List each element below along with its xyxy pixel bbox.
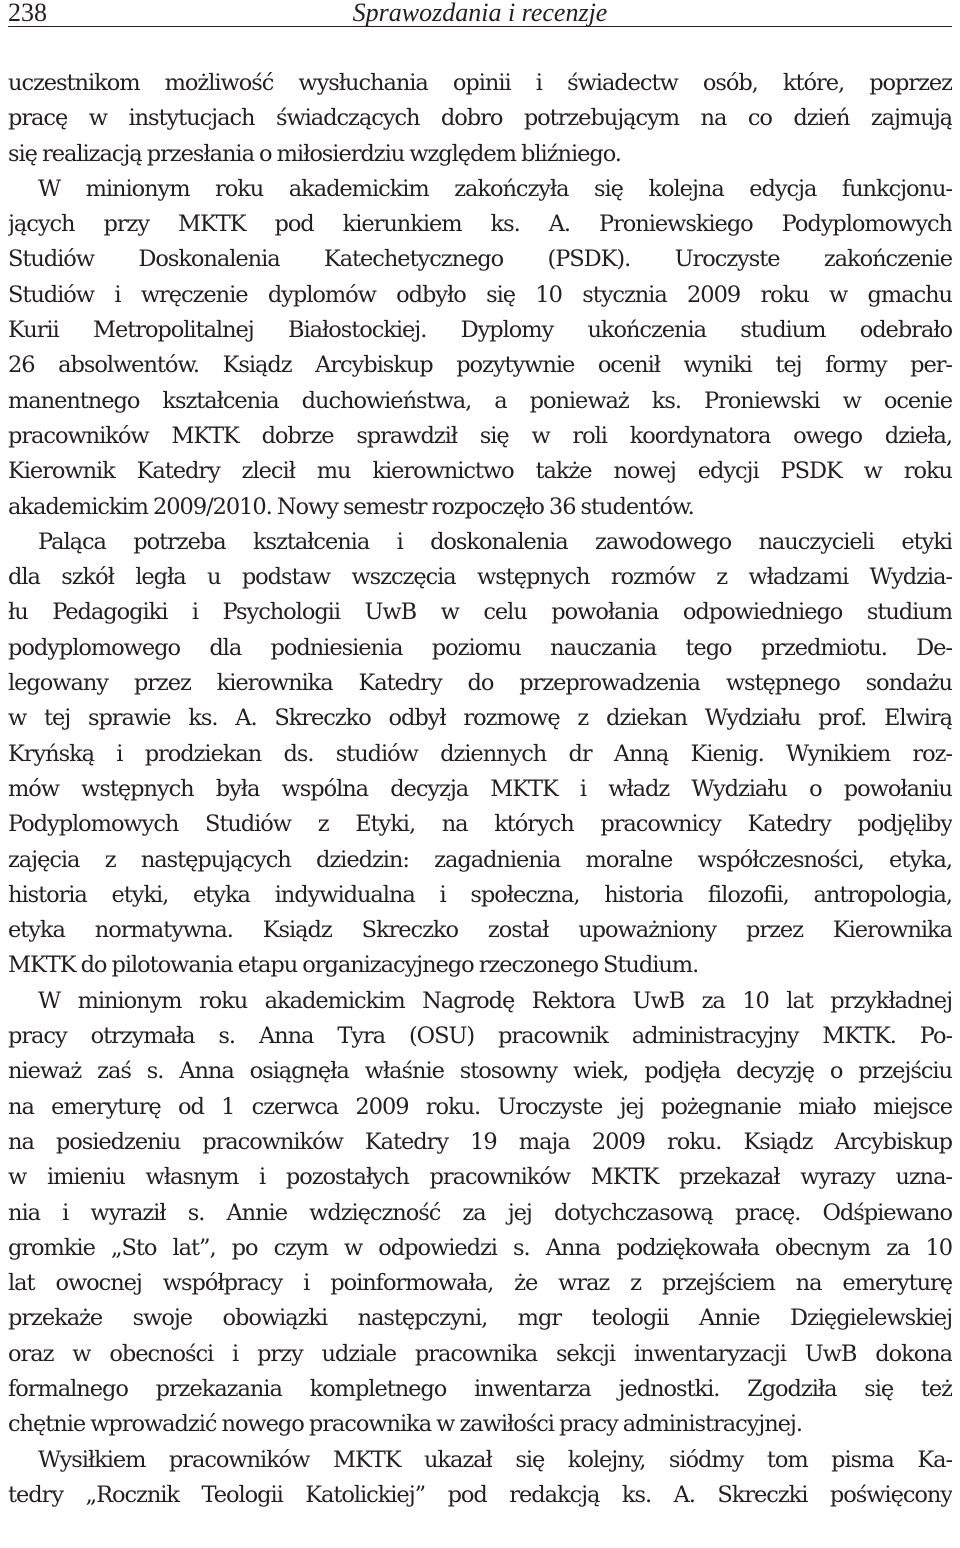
text-line: akademickim 2009/2010. Nowy semestr rozpoczęło 36 studentów. <box>8 493 694 520</box>
text-line: w imieniu własnym i pozostałych pracowników MKTK przekazał wyrazy uzna- <box>8 1164 952 1191</box>
text-line: uczestnikom możliwość wysłuchania opinii i świadectw osób, które, poprzez <box>8 70 952 96</box>
text-line: formalnego przekazania kompletnego inwentarza jednostki. Zgodziła się też <box>8 1375 952 1402</box>
text-line: dla szkół legła u podstaw wszczęcia wstępnych rozmów z władzami Wydzia- <box>8 564 952 591</box>
text-line: historia etyki, etyka indywidualna i społeczna, historia filozofii, antropologia, <box>8 881 952 908</box>
text-line: pracy otrzymała s. Anna Tyra (OSU) pracownik administracyjny MKTK. Po- <box>8 1023 952 1050</box>
text-line: nieważ zaś s. Anna osiągnęła właśnie stosowny wiek, podjęła decyzję o przejściu <box>8 1058 952 1085</box>
text-line: się realizacją przesłania o miłosierdziu względem bliźniego. <box>8 140 621 167</box>
text-line: mów wstępnych była wspólna decyzja MKTK i władz Wydziału o powołaniu <box>8 775 952 802</box>
text-line: jących przy MKTK pod kierunkiem ks. A. Proniewskiego Podyplomowych <box>8 211 952 238</box>
text-line: manentnego kształcenia duchowieństwa, a ponieważ ks. Proniewski w ocenie <box>8 387 952 414</box>
text-line: gromkie „Sto lat”, po czym w odpowiedzi s. Anna podziękowała obecnym za 10 <box>8 1234 952 1261</box>
text-line: Paląca potrzeba kształcenia i doskonalenia zawodowego nauczycieli etyki <box>38 528 952 555</box>
text-line: 26 absolwentów. Ksiądz Arcybiskup pozytywnie ocenił wyniki tej formy per- <box>8 352 952 379</box>
text-line: lat owocnej współpracy i poinformowała, że wraz z przejściem na emeryturę <box>8 1270 952 1297</box>
body-text <box>8 66 952 1513</box>
text-line: W minionym roku akademickim Nagrodę Rektora UwB za 10 lat przykładnej <box>38 987 952 1014</box>
text-line: oraz w obecności i przy udziale pracownika sekcji inwentaryzacji UwB dokona <box>8 1340 952 1367</box>
text-line: Kryńską i prodziekan ds. studiów dziennych dr Anną Kienig. Wynikiem roz- <box>8 740 952 767</box>
text-line: etyka normatywna. Ksiądz Skreczko został upoważniony przez Kierownika <box>8 917 952 944</box>
text-line: Kierownik Katedry zlecił mu kierownictwo także nowej edycji PSDK w roku <box>8 458 952 485</box>
text-line: tedry „Rocznik Teologii Katolickiej” pod redakcją ks. A. Skreczki poświęcony <box>8 1481 952 1508</box>
text-line: pracę w instytucjach świadczących dobro potrzebującym na co dzień zajmują <box>8 105 952 132</box>
text-line: Kurii Metropolitalnej Białostockiej. Dyplomy ukończenia studium odebrało <box>8 317 952 344</box>
text-line: przekaże swoje obowiązki następczyni, mgr teologii Annie Dzięgielewskiej <box>8 1305 952 1332</box>
text-line: Studiów Doskonalenia Katechetycznego (PSDK). Uroczyste zakończenie <box>8 246 952 273</box>
text-line: łu Pedagogiki i Psychologii UwB w celu powołania odpowiedniego studium <box>8 599 952 626</box>
page-number: 238 <box>8 0 47 27</box>
running-head: Sprawozdania i recenzje <box>352 0 608 27</box>
text-line: Studiów i wręczenie dyplomów odbyło się 10 stycznia 2009 roku w gmachu <box>8 281 952 308</box>
text-line: zajęcia z następujących dziedzin: zagadnienia moralne współczesności, etyka, <box>8 846 952 873</box>
text-line: na posiedzeniu pracowników Katedry 19 maja 2009 roku. Ksiądz Arcybiskup <box>8 1128 952 1155</box>
text-line: Podyplomowych Studiów z Etyki, na których pracownicy Katedry podjęliby <box>8 811 952 838</box>
text-line: na emeryturę od 1 czerwca 2009 roku. Uroczyste jej pożegnanie miało miejsce <box>8 1093 952 1120</box>
page-header <box>8 0 952 27</box>
text-line: Wysiłkiem pracowników MKTK ukazał się kolejny, siódmy tom pisma Ka- <box>38 1446 952 1473</box>
text-line: chętnie wprowadzić nowego pracownika w zawiłości pracy administracyjnej. <box>8 1411 802 1438</box>
text-line: podyplomowego dla podniesienia poziomu nauczania tego przedmiotu. De- <box>8 634 952 661</box>
text-line: legowany przez kierownika Katedry do przeprowadzenia wstępnego sondażu <box>8 670 952 697</box>
text-line: MKTK do pilotowania etapu organizacyjnego rzeczonego Studium. <box>8 952 699 979</box>
text-line: nia i wyraził s. Annie wdzięczność za jej dotychczasową pracę. Odśpiewano <box>8 1199 952 1226</box>
text-line: W minionym roku akademickim zakończyła się kolejna edycja funkcjonu- <box>38 175 952 202</box>
text-line: w tej sprawie ks. A. Skreczko odbył rozmowę z dziekan Wydziału prof. Elwirą <box>8 705 952 732</box>
text-line: pracowników MKTK dobrze sprawdził się w roli koordynatora owego dzieła, <box>8 422 952 449</box>
